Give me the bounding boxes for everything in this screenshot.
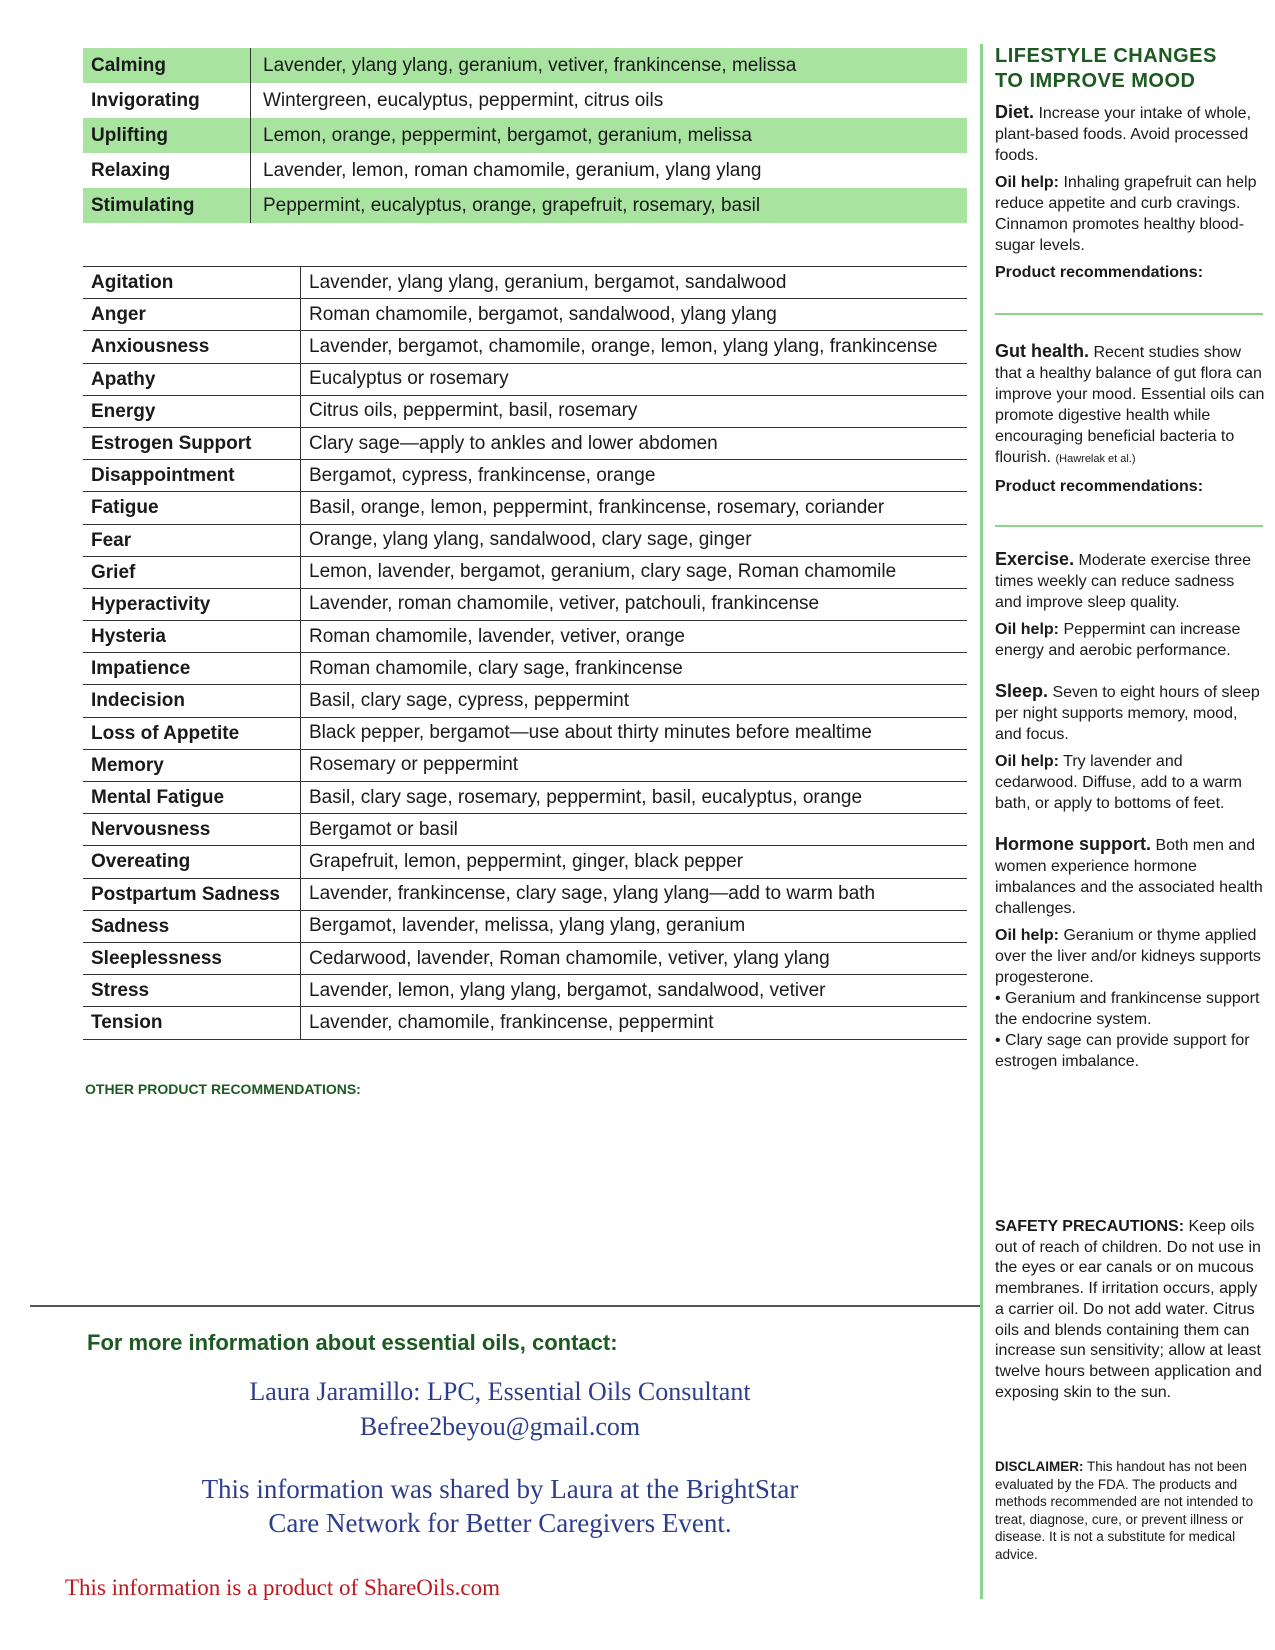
table-row — [83, 589, 967, 621]
product-recommendations-label: Product recommendations: — [995, 264, 1204, 281]
sidebar — [995, 44, 1265, 1078]
symptom-label: Tension — [83, 1007, 301, 1038]
table-row — [83, 492, 967, 524]
symptom-label: Sleeplessness — [83, 943, 301, 974]
table-row — [83, 267, 967, 299]
table-row — [83, 525, 967, 557]
symptom-label: Apathy — [83, 364, 301, 395]
symptom-label: Disappointment — [83, 460, 301, 491]
symptom-label: Loss of Appetite — [83, 718, 301, 749]
table-row — [83, 814, 967, 846]
symptom-label: Agitation — [83, 267, 301, 298]
other-product-recommendations-label: OTHER PRODUCT RECOMMENDATIONS: — [85, 1081, 361, 1097]
table-row — [83, 943, 967, 975]
sleep-section: Sleep. Seven to eight hours of sleep per night supports memory, mood, and focus. Oil help: Try lavender and cedarwood. Diffuse, add to a warm bath, or apply to bottoms of feet. — [995, 681, 1260, 812]
mood-label: Uplifting — [83, 118, 251, 153]
table-row — [83, 750, 967, 782]
mood-row — [83, 188, 967, 223]
sidebar-title: LIFESTYLE CHANGES TO IMPROVE MOOD — [995, 45, 1217, 92]
mood-label: Invigorating — [83, 83, 251, 118]
mood-label: Relaxing — [83, 153, 251, 188]
table-row — [83, 428, 967, 460]
section-rule — [995, 313, 1263, 315]
mood-label: Stimulating — [83, 188, 251, 223]
shareoils-note: This information is a product of ShareOils.com — [65, 1575, 501, 1600]
mood-oils: Lavender, lemon, roman chamomile, geranium, ylang ylang — [263, 159, 762, 181]
symptom-oils: Eucalyptus or rosemary — [309, 368, 509, 390]
hormone-section: Hormone support. Both men and women experience hormone imbalances and the associated health challenges. Oil help: Geranium or thyme applied over the liver and/or kidneys supports progesterone. • Geranium and frankincense support the endocrine system. • Clary sage can provide support for estrogen imbalance. — [995, 834, 1263, 1070]
symptom-oils: Basil, orange, lemon, peppermint, frankincense, rosemary, coriander — [309, 496, 885, 518]
mood-row — [83, 48, 967, 83]
symptom-oils: Lavender, lemon, ylang ylang, bergamot, sandalwood, vetiver — [309, 979, 826, 1001]
symptom-oils: Rosemary or peppermint — [309, 754, 519, 776]
symptom-oils: Citrus oils, peppermint, basil, rosemary — [309, 400, 638, 422]
symptom-oils: Black pepper, bergamot—use about thirty minutes before mealtime — [309, 722, 872, 744]
footer-rule — [30, 1305, 980, 1307]
symptom-oils: Bergamot, lavender, melissa, ylang ylang, geranium — [309, 915, 746, 937]
contact-heading: For more information about essential oils, contact: — [87, 1330, 618, 1355]
shared-note-line2: Care Network for Better Caregivers Event. — [268, 1508, 732, 1538]
symptom-oils: Grapefruit, lemon, peppermint, ginger, black pepper — [309, 850, 744, 872]
mood-oils: Lavender, ylang ylang, geranium, vetiver, frankincense, melissa — [263, 54, 797, 76]
mood-row — [83, 153, 967, 188]
symptom-oils: Basil, clary sage, cypress, peppermint — [309, 690, 629, 712]
disclaimer: DISCLAIMER: This handout has not been evaluated by the FDA. The products and methods recommended are not intended to treat, diagnose, cure, or prevent illness or disease. It is not a substitute for medical advice. — [995, 1459, 1254, 1562]
symptom-oils: Lavender, bergamot, chamomile, orange, lemon, ylang ylang, frankincense — [309, 335, 938, 357]
symptom-label: Anger — [83, 299, 301, 330]
symptom-label: Memory — [83, 750, 301, 781]
symptom-oils: Lavender, chamomile, frankincense, peppermint — [309, 1011, 714, 1033]
sidebar-divider — [980, 44, 983, 1599]
table-row — [83, 975, 967, 1007]
symptom-label: Fear — [83, 525, 301, 556]
mood-row — [83, 118, 967, 153]
symptom-oils: Lavender, roman chamomile, vetiver, patchouli, frankincense — [309, 593, 820, 615]
symptom-label: Nervousness — [83, 814, 301, 845]
mood-label: Calming — [83, 48, 251, 83]
mood-table — [83, 48, 967, 223]
symptom-oils: Lavender, ylang ylang, geranium, bergamot, sandalwood — [309, 271, 787, 293]
gut-health-section: Gut health. Recent studies show that a healthy balance of gut flora can improve your mood. Essential oils can promote digestive health while encouraging beneficial bacteria to flourish. (Hawrelak et al.) Product recommendations: — [995, 341, 1265, 495]
table-row — [83, 911, 967, 943]
symptom-oils: Lavender, frankincense, clary sage, ylang ylang—add to warm bath — [309, 883, 876, 905]
shared-note-line1: This information was shared by Laura at the BrightStar — [201, 1474, 799, 1504]
symptom-oils: Roman chamomile, bergamot, sandalwood, ylang ylang — [309, 303, 777, 325]
symptom-oils: Basil, clary sage, rosemary, peppermint, basil, eucalyptus, orange — [309, 786, 863, 808]
table-row — [83, 621, 967, 653]
symptom-table — [83, 266, 967, 1040]
symptom-label: Energy — [83, 396, 301, 427]
symptom-oils: Bergamot, cypress, frankincense, orange — [309, 464, 656, 486]
symptom-oils: Roman chamomile, lavender, vetiver, orange — [309, 625, 685, 647]
mood-oils: Lemon, orange, peppermint, bergamot, geranium, melissa — [263, 124, 752, 146]
symptom-label: Sadness — [83, 911, 301, 942]
mood-oils: Peppermint, eucalyptus, orange, grapefruit, rosemary, basil — [263, 194, 761, 216]
symptom-label: Hyperactivity — [83, 589, 301, 620]
exercise-section: Exercise. Moderate exercise three times weekly can reduce sadness and improve sleep quality. Oil help: Peppermint can increase energy and aerobic performance. — [995, 549, 1252, 659]
table-row — [83, 364, 967, 396]
table-row — [83, 718, 967, 750]
table-row — [83, 460, 967, 492]
symptom-label: Mental Fatigue — [83, 782, 301, 813]
contact-name: Laura Jaramillo: LPC, Essential Oils Consultant — [249, 1377, 751, 1406]
symptom-oils: Lemon, lavender, bergamot, geranium, clary sage, Roman chamomile — [309, 561, 897, 583]
diet-section: Diet. Increase your intake of whole, plant-based foods. Avoid processed foods. Oil help: Inhaling grapefruit can help reduce appetite and curb cravings. Cinnamon promotes healthy blood-sugar levels. Product recommendations: — [995, 102, 1265, 283]
symptom-label: Indecision — [83, 685, 301, 716]
symptom-label: Postpartum Sadness — [83, 879, 301, 910]
table-row — [83, 782, 967, 814]
symptom-label: Impatience — [83, 653, 301, 684]
section-rule — [995, 525, 1263, 527]
table-row — [83, 557, 967, 589]
contact-email[interactable]: Befree2beyou@gmail.com — [359, 1412, 641, 1441]
table-row — [83, 299, 967, 331]
symptom-oils: Bergamot or basil — [309, 818, 458, 840]
table-row — [83, 1007, 967, 1039]
safety-precautions: SAFETY PRECAUTIONS: Keep oils out of reach of children. Do not use in the eyes or ear canals or on mucous membranes. If irritation occurs, apply a carrier oil. Do not add water. Citrus oils and blends containing them can increase sun sensitivity; allow at least twelve hours between application and exposing skin to the sun. — [995, 1218, 1262, 1401]
symptom-label: Estrogen Support — [83, 428, 301, 459]
symptom-label: Hysteria — [83, 621, 301, 652]
table-row — [83, 879, 967, 911]
symptom-oils: Cedarwood, lavender, Roman chamomile, vetiver, ylang ylang — [309, 947, 830, 969]
mood-row — [83, 83, 967, 118]
table-row — [83, 846, 967, 878]
symptom-oils: Clary sage—apply to ankles and lower abdomen — [309, 432, 718, 454]
table-row — [83, 331, 967, 363]
symptom-label: Overeating — [83, 846, 301, 877]
symptom-oils: Orange, ylang ylang, sandalwood, clary sage, ginger — [309, 529, 752, 551]
table-row — [83, 396, 967, 428]
symptom-oils: Roman chamomile, clary sage, frankincense — [309, 657, 683, 679]
symptom-label: Fatigue — [83, 492, 301, 523]
symptom-label: Stress — [83, 975, 301, 1006]
symptom-label: Grief — [83, 557, 301, 588]
mood-oils: Wintergreen, eucalyptus, peppermint, citrus oils — [263, 89, 664, 111]
table-row — [83, 653, 967, 685]
product-recommendations-label: Product recommendations: — [995, 478, 1204, 495]
table-row — [83, 685, 967, 717]
symptom-label: Anxiousness — [83, 331, 301, 362]
